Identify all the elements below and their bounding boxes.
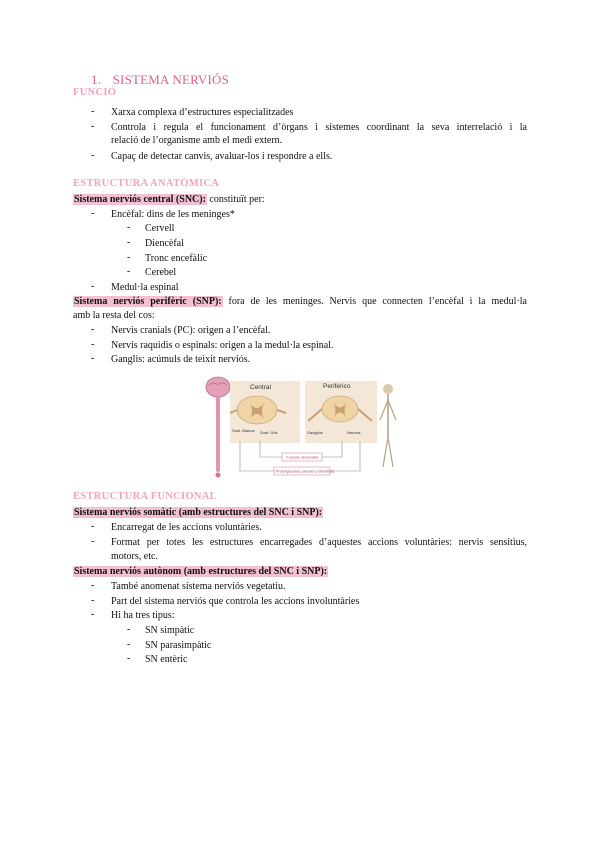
snp-text: fora de les meninges. Nervis que connecten l’encèfal i la medul·la — [222, 296, 527, 307]
snp-line-cont: amb la resta del cos: — [73, 310, 155, 321]
sub-bullet-dash: - — [127, 653, 131, 664]
snp-label: Sistema nerviós perifèric (SNP): — [74, 296, 222, 307]
anatomica-heading: ESTRUCTURA ANATÒMICA — [73, 178, 220, 189]
brain-illustration — [206, 377, 230, 478]
autonom-type: SN entèric — [145, 654, 188, 665]
encefal-part: Diencèfal — [145, 238, 184, 249]
bullet-dash: - — [91, 121, 95, 132]
label-cuerpos: Cuerpos neuronales — [286, 455, 319, 460]
funcio-item: Capaç de detectar canvis, avaluar-los i respondre a ells. — [111, 151, 333, 162]
bullet-dash: - — [91, 353, 95, 364]
title-text: SISTEMA NERVIÓS — [112, 72, 230, 87]
funcio-item-cont: relació de l’organisme amb el medi extern. — [111, 135, 283, 146]
label-ganglios: Ganglios — [307, 430, 323, 435]
central-panel — [230, 381, 300, 443]
funcio-heading: FUNCIÓ — [73, 87, 117, 98]
title-number: 1. — [91, 72, 102, 87]
snc-text: constituït per: — [206, 194, 265, 205]
encefal-item: Encèfal: dins de les meninges* — [111, 209, 235, 220]
somatic-line — [73, 506, 323, 519]
encefal-part: Tronc encefàlic — [145, 253, 208, 264]
sub-bullet-dash: - — [127, 624, 131, 635]
bullet-dash: - — [91, 580, 95, 591]
autonom-label: Sistema nerviós autònom (amb estructures del SNC i SNP): — [74, 566, 328, 577]
somatic-label: Sistema nerviós somàtic (amb estructures del SNC i SNP): — [74, 507, 323, 518]
bullet-dash: - — [91, 106, 95, 117]
label-sust-gris: Sust. Gris — [260, 430, 278, 435]
snc-label: Sistema nerviós central (SNC): — [74, 194, 206, 205]
snc-line — [73, 193, 265, 206]
snp-line — [73, 295, 527, 308]
bullet-dash: - — [91, 324, 95, 335]
label-prolongaciones: Prolongaciones (axones y dendritas) — [276, 469, 335, 474]
page-title — [91, 72, 229, 88]
nervous-system-figure — [200, 375, 400, 485]
sub-bullet-dash: - — [127, 252, 131, 263]
sub-bullet-dash: - — [127, 266, 131, 277]
bullet-dash: - — [91, 521, 95, 532]
autonom-item: També anomenat sistema nerviós vegetatiu. — [111, 581, 286, 592]
sub-bullet-dash: - — [127, 222, 131, 233]
label-nervios: Nervios — [347, 430, 361, 435]
autonom-type: SN parasimpàtic — [145, 640, 212, 651]
somatic-item: Encarregat de les accions voluntàries. — [111, 522, 262, 533]
funcional-heading: ESTRUCTURA FUNCIONAL — [73, 491, 217, 502]
bullet-dash: - — [91, 536, 95, 547]
autonom-item: Part del sistema nerviós que controla les accions involuntàries — [111, 596, 360, 607]
funcio-item: Controla i regula el funcionament d’òrgans i sistemes coordinant la seva interrelació i la — [111, 122, 527, 133]
snp-item: Nervis raquidis o espinals: origen a la medul·la espinal. — [111, 340, 334, 351]
peripheral-panel — [305, 381, 377, 443]
snp-item: Ganglis: acúmuls de teixit nerviós. — [111, 354, 251, 365]
funcio-item: Xarxa complexa d’estructures especialitzades — [111, 107, 294, 118]
autonom-line — [73, 565, 328, 578]
label-central: Central — [250, 384, 271, 391]
peripheral-nerves-illustration — [380, 384, 396, 467]
somatic-item-cont: motors, etc. — [111, 551, 158, 562]
snp-item: Nervis cranials (PC): origen a l’encèfal. — [111, 325, 271, 336]
bullet-dash: - — [91, 609, 95, 620]
encefal-part: Cerebel — [145, 267, 177, 278]
encefal-part: Cervell — [145, 223, 175, 234]
autonom-type: SN simpàtic — [145, 625, 195, 636]
bullet-dash: - — [91, 595, 95, 606]
bullet-dash: - — [91, 208, 95, 219]
bullet-dash: - — [91, 339, 95, 350]
autonom-item: Hi ha tres tipus: — [111, 610, 175, 621]
bullet-dash: - — [91, 150, 95, 161]
somatic-item: Format per totes les estructures encarregades d’aquestes accions voluntàries: nervis sensitius, — [111, 537, 527, 548]
bullet-dash: - — [91, 281, 95, 292]
label-periferico: Periférico — [323, 383, 351, 390]
medul-item: Medul·la espinal — [111, 282, 179, 293]
sub-bullet-dash: - — [127, 237, 131, 248]
label-sust-blanca: Sust. Blanca — [232, 428, 255, 433]
sub-bullet-dash: - — [127, 639, 131, 650]
